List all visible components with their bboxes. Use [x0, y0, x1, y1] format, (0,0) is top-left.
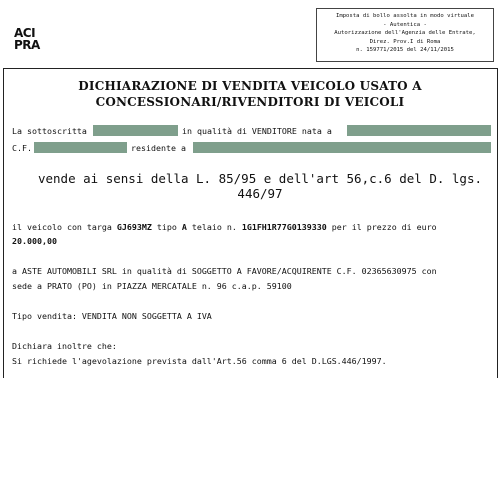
seller-prefix: La sottoscritta — [12, 126, 87, 136]
stamp-line-3: Autorizzazione dell'Agenzia delle Entrate, — [334, 30, 476, 37]
stamp-line-1: Imposta di bollo assolta in modo virtuale — [335, 13, 475, 19]
logo-bottom: PRA — [14, 38, 40, 52]
stamp-line-4: Direz. Prov.I di Roma — [369, 38, 441, 45]
stamp-line-2: - Autentica - — [383, 21, 427, 28]
seller-residence-label: residente a — [131, 143, 186, 153]
vehicle-type-label: tipo — [156, 222, 177, 232]
sale-law-line-2: 446/97 — [237, 186, 283, 201]
sale-type: Tipo vendita: VENDITA NON SOGGETTA A IVA — [12, 311, 212, 321]
vehicle-price: 20.000,00 — [12, 236, 57, 246]
tax-stamp-box — [316, 8, 494, 62]
buyer-line-2: sede a PRATO (PO) in PIAZZA MERCATALE n. 96 c.a.p. 59100 — [12, 281, 292, 291]
stamp-line-5: n. 159771/2015 del 24/11/2015 — [356, 47, 454, 54]
seller-cf-label: C.F. — [12, 143, 32, 153]
redacted-birthplace — [347, 125, 491, 136]
vehicle-type: A — [181, 222, 187, 232]
title-line-1: DICHIARAZIONE DI VENDITA VEICOLO USATO A — [78, 79, 422, 93]
vehicle-frame-number: 1G1FH1R77G0139330 — [241, 222, 327, 232]
vehicle-line — [12, 222, 437, 232]
vehicle-price-row — [12, 236, 57, 246]
seller-role: in qualità di VENDITORE nata a — [182, 126, 332, 136]
redacted-seller-cf — [34, 142, 127, 153]
redacted-seller-name — [93, 125, 178, 136]
logo-top: ACI — [14, 26, 36, 40]
title-line-2: CONCESSIONARI/RIVENDITORI DI VEICOLI — [95, 95, 405, 109]
vehicle-price-label: per il prezzo di euro — [331, 222, 437, 232]
sale-law-line-1: vende ai sensi della L. 85/95 e dell'art 56,c.6 del D. lgs. — [37, 171, 482, 186]
vehicle-intro: il veicolo con targa — [12, 222, 112, 232]
buyer-line-1: a ASTE AUTOMOBILI SRL in qualità di SOGGETTO A FAVORE/ACQUIRENTE C.F. 02365630975 con — [12, 266, 437, 276]
declaration-line-2: Si richiede l'agevolazione prevista dall'Art.56 comma 6 del D.LGS.446/1997. — [12, 356, 387, 366]
declaration-line-1: Dichiara inoltre che: — [12, 341, 117, 351]
vehicle-plate: GJ693MZ — [116, 222, 152, 232]
aci-pra-logo — [14, 27, 44, 51]
vehicle-frame-label: telaio n. — [191, 222, 237, 232]
redacted-residence — [193, 142, 491, 153]
